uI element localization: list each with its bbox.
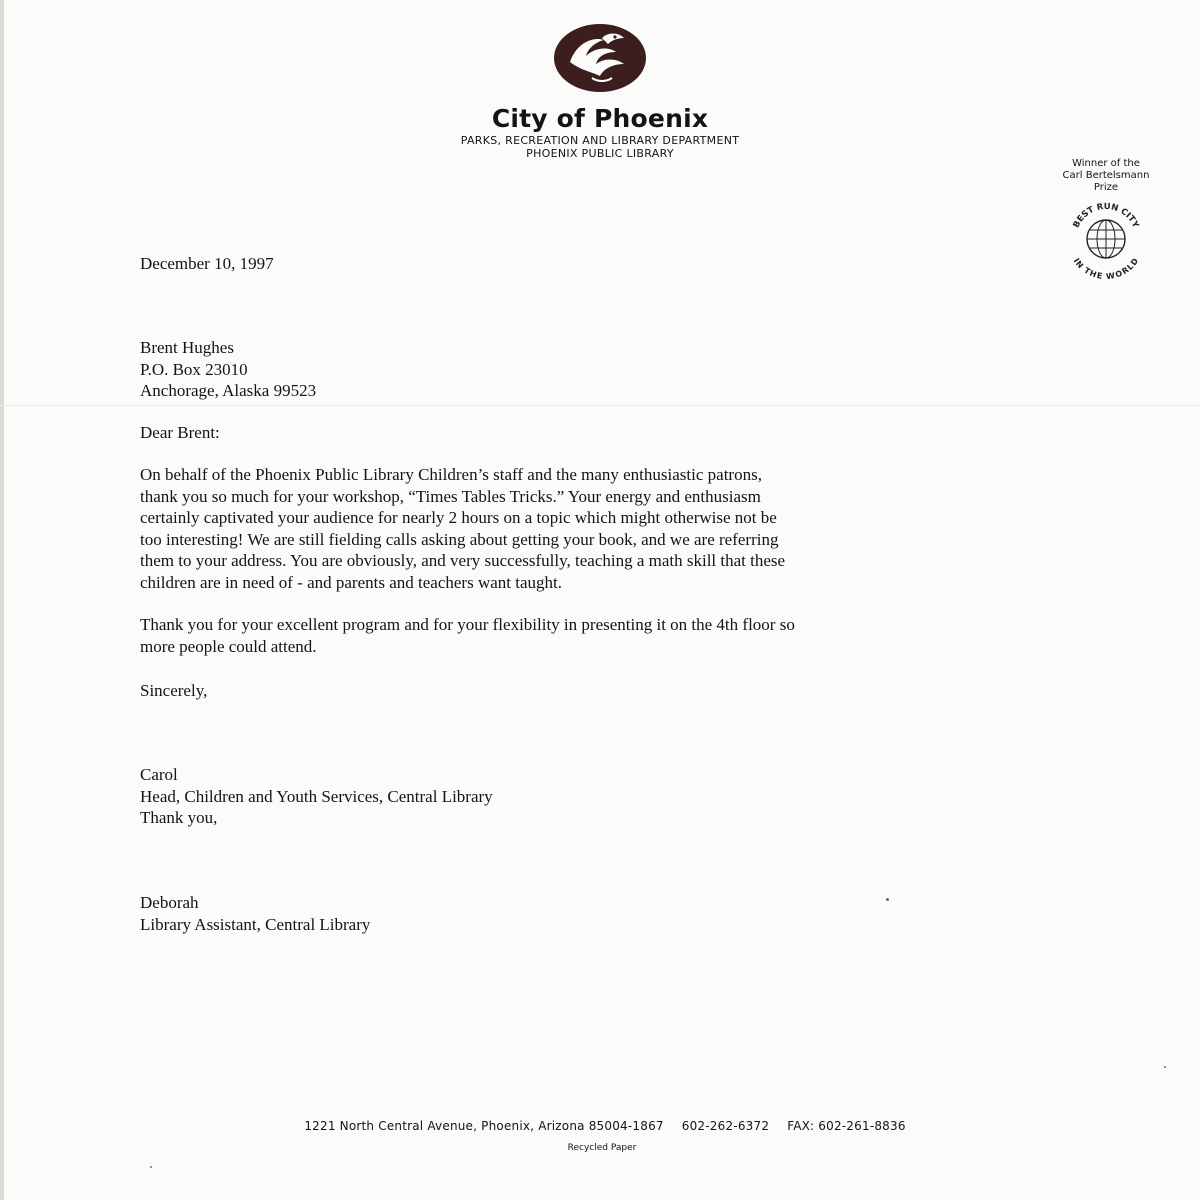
signer-1-name: Carol bbox=[140, 765, 178, 784]
scan-speck bbox=[886, 898, 889, 901]
salutation: Dear Brent: bbox=[140, 423, 220, 442]
footer-fax: FAX: 602-261-8836 bbox=[787, 1119, 906, 1133]
letterhead bbox=[380, 22, 820, 160]
paragraph-2 bbox=[140, 614, 1060, 657]
svg-text:BEST RUN CITY: BEST RUN CITY bbox=[1071, 201, 1141, 230]
paragraph-line: Thank you for your excellent program and for your flexibility in presenting it on the 4th floor so bbox=[140, 615, 795, 634]
library-name: PHOENIX PUBLIC LIBRARY bbox=[526, 147, 674, 160]
paper-fold-line bbox=[0, 405, 1200, 406]
scan-speck bbox=[1164, 1066, 1166, 1068]
paragraph-line: them to your address. You are obviously, and very successfully, teaching a math skill that these bbox=[140, 551, 786, 571]
letter-date: December 10, 1997 bbox=[140, 254, 274, 273]
recipient-block bbox=[140, 337, 316, 402]
footer-phone: 602-262-6372 bbox=[681, 1119, 770, 1133]
signer-1-title: Head, Children and Youth Services, Central Library bbox=[140, 786, 493, 806]
closing: Sincerely, bbox=[140, 681, 208, 700]
footer-address: 1221 North Central Avenue, Phoenix, Arizona 85004-1867 bbox=[304, 1119, 664, 1133]
footer-contact bbox=[0, 1119, 1200, 1133]
page-edge-shadow bbox=[0, 0, 4, 1200]
department-name: PARKS, RECREATION AND LIBRARY DEPARTMENT bbox=[460, 134, 740, 147]
award-badge bbox=[1046, 158, 1166, 281]
phoenix-bird-icon bbox=[552, 22, 648, 94]
signer-2-title: Library Assistant, Central Library bbox=[140, 914, 371, 934]
signer-2-name: Deborah bbox=[140, 893, 199, 912]
city-name: City of Phoenix bbox=[491, 104, 709, 133]
recipient-name: Brent Hughes bbox=[140, 338, 234, 357]
award-line-3: Prize bbox=[1093, 182, 1119, 193]
signature-block-1 bbox=[140, 764, 493, 829]
paragraph-line: more people could attend. bbox=[140, 636, 317, 656]
svg-text:IN THE WORLD: IN THE WORLD bbox=[1071, 256, 1141, 281]
signature-block-2 bbox=[140, 892, 370, 935]
paragraph-1 bbox=[140, 464, 1060, 594]
globe-seal-icon bbox=[1064, 197, 1148, 281]
recipient-address-line-2: Anchorage, Alaska 99523 bbox=[140, 381, 317, 400]
recycled-paper-note: Recycled Paper bbox=[567, 1143, 637, 1153]
paragraph-line: too interesting! We are still fielding calls asking about getting your book, and we are referring bbox=[140, 529, 779, 549]
paragraph-line: On behalf of the Phoenix Public Library Children’s staff and the many enthusiastic patrons, bbox=[140, 465, 762, 484]
award-line-1: Winner of the bbox=[1072, 158, 1140, 169]
paragraph-line: certainly captivated your audience for nearly 2 hours on a topic which might otherwise not be bbox=[140, 508, 777, 528]
paragraph-line: children are in need of - and parents and teachers want taught. bbox=[140, 572, 562, 592]
recipient-address-line-1: P.O. Box 23010 bbox=[140, 359, 248, 379]
scan-speck bbox=[150, 1166, 152, 1168]
paragraph-line: thank you so much for your workshop, “Times Tables Tricks.” Your energy and enthusiasm bbox=[140, 486, 761, 506]
award-line-2: Carl Bertelsmann bbox=[1062, 170, 1150, 181]
signer-1-note: Thank you, bbox=[140, 808, 218, 827]
